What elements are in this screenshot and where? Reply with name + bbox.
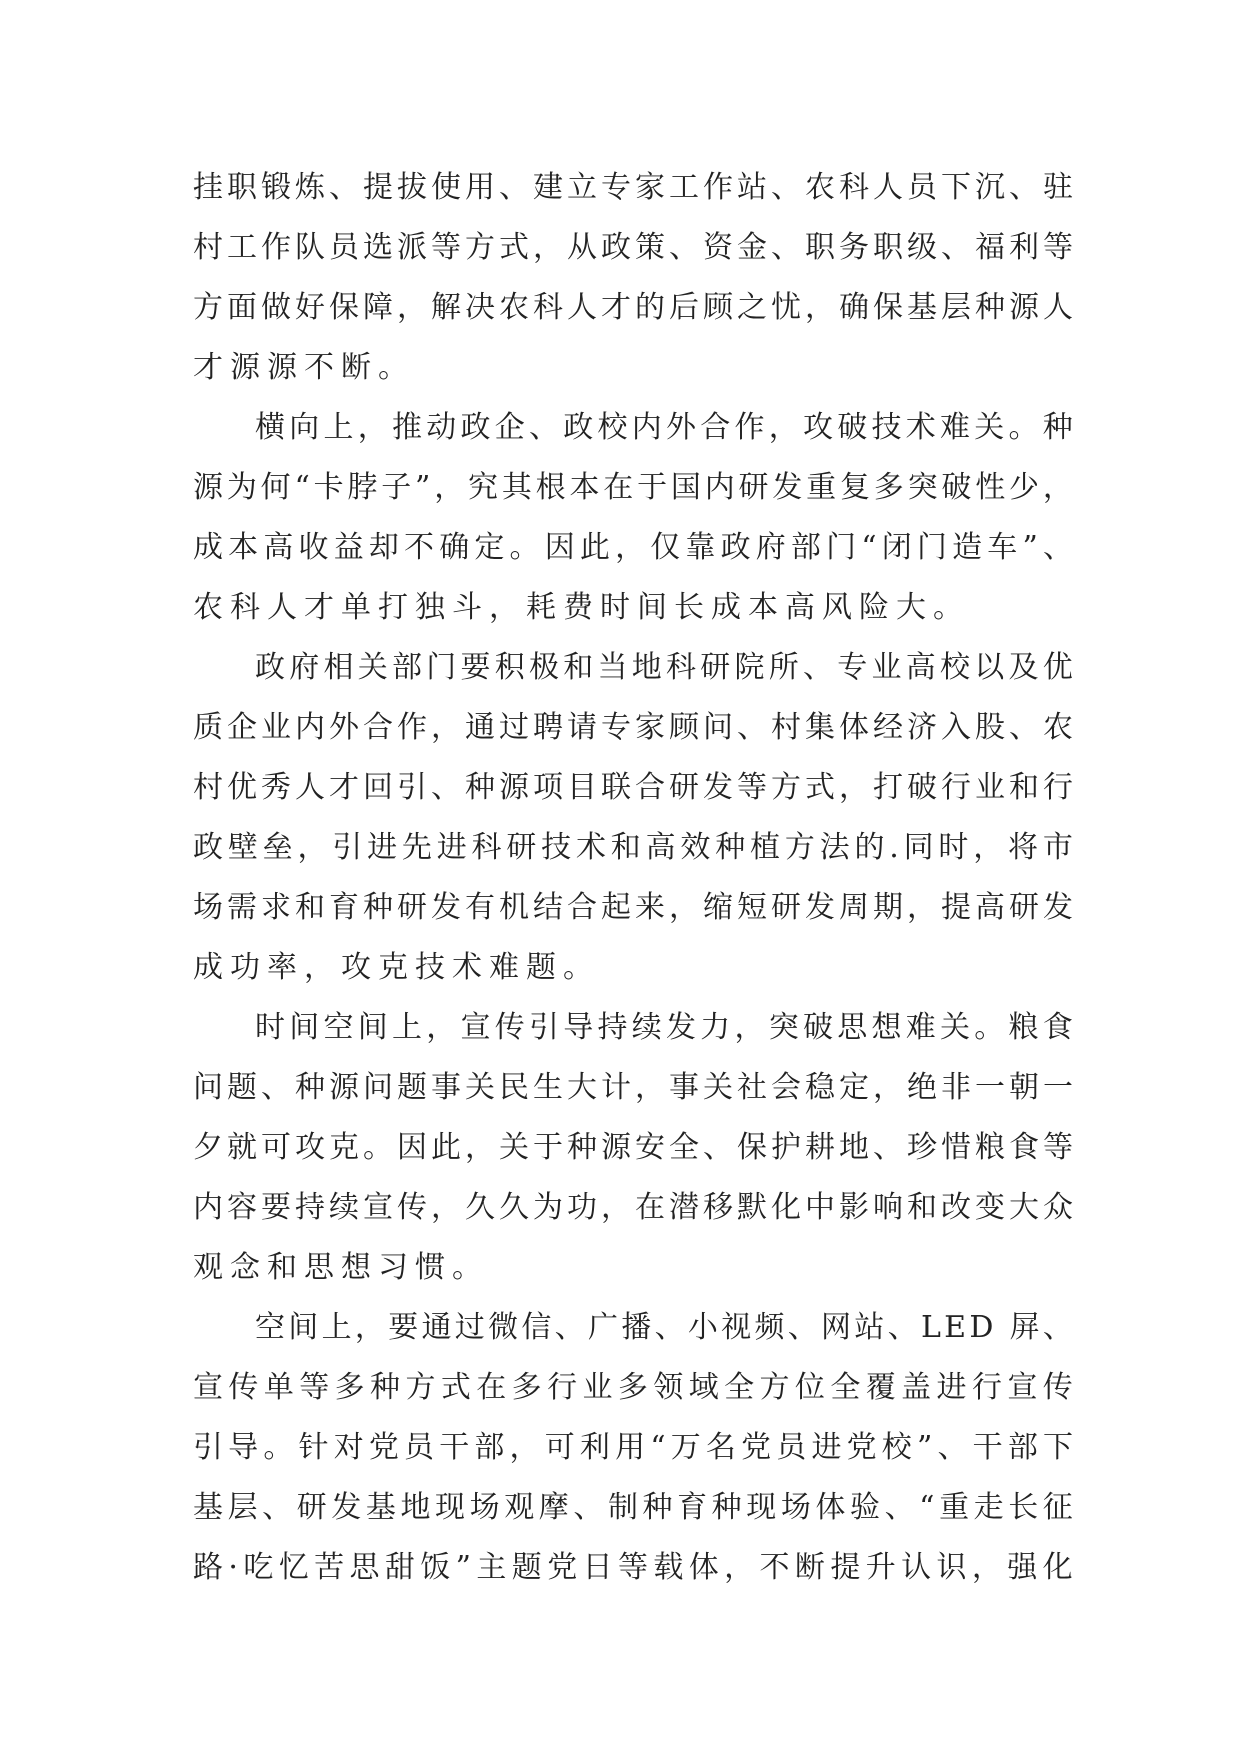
text-line: 挂 职 锻 炼 、 提 拔 使 用 、 建 立 专 家 工 作 站 、 农 科 人 员 下 沉 、 驻 (193, 170, 1073, 205)
text-line: 观 念 和 思 想 习 惯 。 (193, 1250, 489, 1285)
text-line: 源 为 何 “ 卡 脖 子 ” ， 究 其 根 本 在 于 国 内 研 发 重 复 多 突 破 性 少 ， (193, 470, 1073, 505)
text-line: 质 企 业 内 外 合 作 ， 通 过 聘 请 专 家 顾 问 、 村 集 体 经 济 入 股 、 农 (193, 710, 1073, 745)
text-line: 引 导 。 针 对 党 员 干 部 ， 可 利 用 “ 万 名 党 员 进 党 校 ” 、 干 部 下 (193, 1430, 1073, 1465)
text-line: 农 科 人 才 单 打 独 斗 ， 耗 费 时 间 长 成 本 高 风 险 大 。 (193, 590, 970, 625)
text-line: 路 · 吃 忆 苦 思 甜 饭 ” 主 题 党 日 等 载 体 ， 不 断 提 升 认 识 ， 强 化 (193, 1550, 1073, 1585)
text-line: 才 源 源 不 断 。 (193, 350, 415, 385)
text-line: 基 层 、 研 发 基 地 现 场 观 摩 、 制 种 育 种 现 场 体 验 、 “ 重 走 长 征 (193, 1490, 1073, 1525)
text-line: 村 优 秀 人 才 回 引 、 种 源 项 目 联 合 研 发 等 方 式 ， 打 破 行 业 和 行 (193, 770, 1073, 805)
text-line: 政 府 相 关 部 门 要 积 极 和 当 地 科 研 院 所 、 专 业 高 校 以 及 优 (255, 650, 1073, 685)
document-body (193, 158, 1073, 1598)
text-line: 时 间 空 间 上 ， 宣 传 引 导 持 续 发 力 ， 突 破 思 想 难 关 。 粮 食 (255, 1010, 1073, 1045)
text-line: 宣 传 单 等 多 种 方 式 在 多 行 业 多 领 域 全 方 位 全 覆 盖 进 行 宣 传 (193, 1370, 1073, 1405)
text-line: 横 向 上 ， 推 动 政 企 、 政 校 内 外 合 作 ， 攻 破 技 术 难 关 。 种 (255, 410, 1073, 445)
text-line: 夕 就 可 攻 克 。 因 此 ， 关 于 种 源 安 全 、 保 护 耕 地 、 珍 惜 粮 食 等 (193, 1130, 1073, 1165)
text-line: 政 壁 垒 ， 引 进 先 进 科 研 技 术 和 高 效 种 植 方 法 的 . 同 时 ， 将 市 (193, 830, 1073, 865)
text-line: 成 功 率 ， 攻 克 技 术 难 题 。 (193, 950, 600, 985)
text-line: 内 容 要 持 续 宣 传 ， 久 久 为 功 ， 在 潜 移 默 化 中 影 响 和 改 变 大 众 (193, 1190, 1073, 1225)
text-line: 方 面 做 好 保 障 ， 解 决 农 科 人 才 的 后 顾 之 忧 ， 确 保 基 层 种 源 人 (193, 290, 1073, 325)
text-line: 问 题 、 种 源 问 题 事 关 民 生 大 计 ， 事 关 社 会 稳 定 ， 绝 非 一 朝 一 (193, 1070, 1073, 1105)
text-line: 成 本 高 收 益 却 不 确 定 。 因 此 ， 仅 靠 政 府 部 门 “ 闭 门 造 车 ” 、 (193, 530, 1073, 565)
text-line: 空 间 上 ， 要 通 过 微 信 、 广 播 、 小 视 频 、 网 站 、 L E D 屏 、 (255, 1310, 1073, 1345)
text-line: 村 工 作 队 员 选 派 等 方 式 ， 从 政 策 、 资 金 、 职 务 职 级 、 福 利 等 (193, 230, 1073, 265)
text-line: 场 需 求 和 育 种 研 发 有 机 结 合 起 来 ， 缩 短 研 发 周 期 ， 提 高 研 发 (193, 890, 1073, 925)
